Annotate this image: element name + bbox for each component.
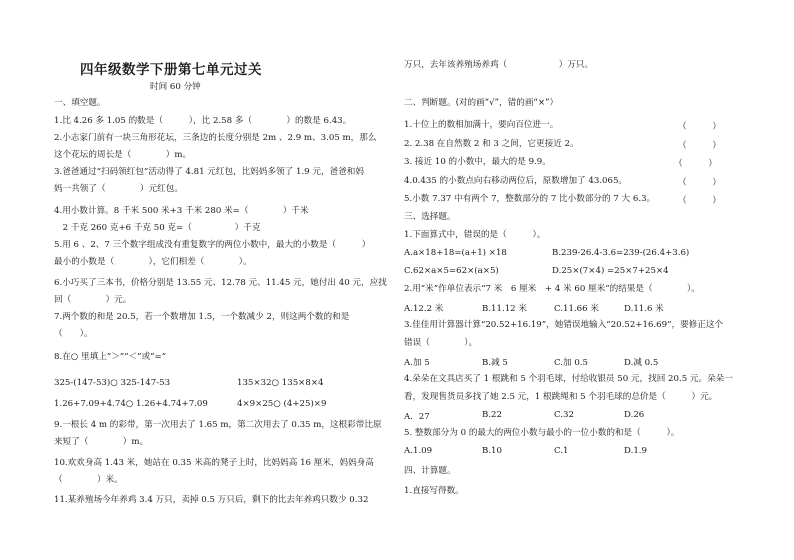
question-text: 2.用“米”作单位表示“7 米 6 厘米 + 4 米 60 厘米”的结果是（ ）。 <box>404 284 700 294</box>
choice-option-a: A.12.2 米 <box>404 304 444 314</box>
question-text: 2.小志家门前有一块三角形花坛，三条边的长度分别是 2m 、2.9 m、3.05 m，那么 <box>54 133 377 143</box>
question-text: 看，发现售货员多找了她 2.5 元，1 根跳绳和 5 个羽毛球的总价是（ ）元。 <box>404 392 718 402</box>
choice-option-d: D.11.6 米 <box>624 304 664 314</box>
choice-option-a: A.1.09 <box>404 446 433 456</box>
question-text: 最小的小数是（ ），它们相差（ ）。 <box>54 257 252 267</box>
question-text: 5.用 6 、2、7 三个数字组成没有重复数字的两位小数中，最大的小数是（ ） <box>54 240 371 250</box>
judge-item: 5.小数 7.37 中有两个 7，整数部分的 7 比小数部分的 7 大 6.3。 <box>404 194 656 204</box>
choice-option-b: B.11.12 米 <box>482 304 527 314</box>
question-text: 10.欢欢身高 1.43 米，她站在 0.35 米高的凳子上时，比妈妈高 16 厘米，妈妈身高 <box>54 458 374 468</box>
question-text: 回（ ）元。 <box>54 295 132 305</box>
question-text: 2 千克 260 克+6 千克 50 克=（ ）千克 <box>54 223 261 233</box>
question-text: 1.比 4.26 多 1.05 的数是（ ），比 2.58 多（ ）的数是 6.43。 <box>54 116 352 126</box>
choice-option-c: C.11.66 米 <box>554 304 599 314</box>
compare-expression: 4×9×25○ (4+25)×9 <box>237 399 327 409</box>
compare-expression: 325-(147-53)○ 325-147-53 <box>54 378 171 388</box>
question-text: 这个花坛的周长是（ ）m。 <box>54 150 192 160</box>
question-text: 1.直接写得数。 <box>404 486 464 496</box>
section-heading-true-false: 二、判断题。(对的画“√”，错的画“×”） <box>404 98 559 108</box>
choice-option-c: C.32 <box>554 410 574 420</box>
judge-item: 2. 2.38 在自然数 2 和 3 之间，它更接近 2。 <box>404 139 579 149</box>
time-limit: 时间 60 分钟 <box>150 82 201 92</box>
question-text: 万只，去年该养殖场养鸡（ ）万只。 <box>404 60 594 70</box>
compare-expression: 135×32○ 135×8×4 <box>237 378 324 388</box>
choice-option-d: D.减 0.5 <box>624 358 659 368</box>
question-text: 4.用小数计算。8 千米 500 米+3 千米 280 米=（ ）千米 <box>54 206 309 216</box>
choice-option-d: D.26 <box>624 410 645 420</box>
question-text: 5. 整数部分为 0 的最大的两位小数与最小的一位小数的和是（ ）。 <box>404 428 680 438</box>
choice-option-c: C.1 <box>554 446 569 456</box>
choice-option-c: C.62×a×5=62×(a×5) <box>404 266 499 276</box>
judge-item: 4.0.435 的小数点向右移动两位后，原数增加了 43.065。 <box>404 176 628 186</box>
choice-option-d: D.1.9 <box>624 446 647 456</box>
answer-paren: （ ） <box>678 178 721 188</box>
choice-option-c: C.加 0.5 <box>554 358 588 368</box>
question-text: 8.在○ 里填上“＞”“＜”或“=” <box>54 352 167 362</box>
question-text: （ ）。 <box>54 329 93 339</box>
section-heading-choice: 三、选择题。 <box>404 212 456 222</box>
judge-item: 1.十位上的数相加满十，要向百位进一。 <box>404 120 559 130</box>
question-text: 3.佳佳用计算器计算“20.52+16.19”，她错误地输入“20.52+16.69”，要修正这个 <box>404 320 724 330</box>
choice-option-b: B.22 <box>482 410 502 420</box>
choice-option-a: A.a×18+18=(a+1) ×18 <box>404 248 507 258</box>
question-text: 6.小巧买了三本书，价格分别是 13.55 元、12.78 元、11.45 元，她付出 40 元，应找 <box>54 278 387 288</box>
section-heading-fill-blank: 一、填空题。 <box>54 98 106 108</box>
question-text: 来短了（ ）m。 <box>54 437 149 447</box>
compare-expression: 1.26+7.09+4.74○ 1.26+4.74+7.09 <box>54 399 208 409</box>
page-title: 四年级数学下册第七单元过关 <box>80 62 262 78</box>
question-text: 1.下面算式中，错误的是（ ）。 <box>404 230 546 240</box>
answer-paren: （ ） <box>678 196 721 206</box>
choice-option-b: B.10 <box>482 446 502 456</box>
question-text: （ ）米。 <box>54 475 123 485</box>
choice-option-a: A．27 <box>404 412 430 422</box>
question-text: 9.一根长 4 m 的彩带，第一次用去了 1.65 m，第二次用去了 0.35 m，这根彩带比原 <box>54 420 382 430</box>
answer-paren: （ ） <box>674 159 717 169</box>
question-text: 11.某养殖场今年养鸡 3.4 万只，卖掉 0.5 万只后，剩下的比去年养鸡只数少 0.32 <box>54 495 369 505</box>
judge-item: 3. 接近 10 的小数中，最大的是 9.9。 <box>404 157 551 167</box>
choice-option-d: D.25×(7×4) =25×7+25×4 <box>552 266 669 276</box>
choice-option-a: A.加 5 <box>404 358 430 368</box>
section-heading-calculation: 四、计算题。 <box>404 466 456 476</box>
choice-option-b: B.减 5 <box>482 358 508 368</box>
answer-paren: （ ） <box>678 141 721 151</box>
question-text: 3.爸爸通过“扫码领红包”活动得了 4.81 元红包，比妈妈多领了 1.9 元，爸爸和妈 <box>54 167 364 177</box>
answer-paren: （ ） <box>678 122 721 132</box>
question-text: 妈一共领了（ ）元红包。 <box>54 184 183 194</box>
question-text: 4.朵朵在文具店买了 1 根跳和 5 个羽毛球，付给收银员 50 元，找回 20.5 元。朵朵一 <box>404 374 733 384</box>
question-text: 错误（ ）。 <box>404 338 478 348</box>
choice-option-b: B.239-26.4-3.6=239-(26.4+3.6) <box>552 248 690 258</box>
question-text: 7.两个数的和是 20.5，若一个数增加 1.5，一个数减少 2，则这两个数的和是 <box>54 312 350 322</box>
